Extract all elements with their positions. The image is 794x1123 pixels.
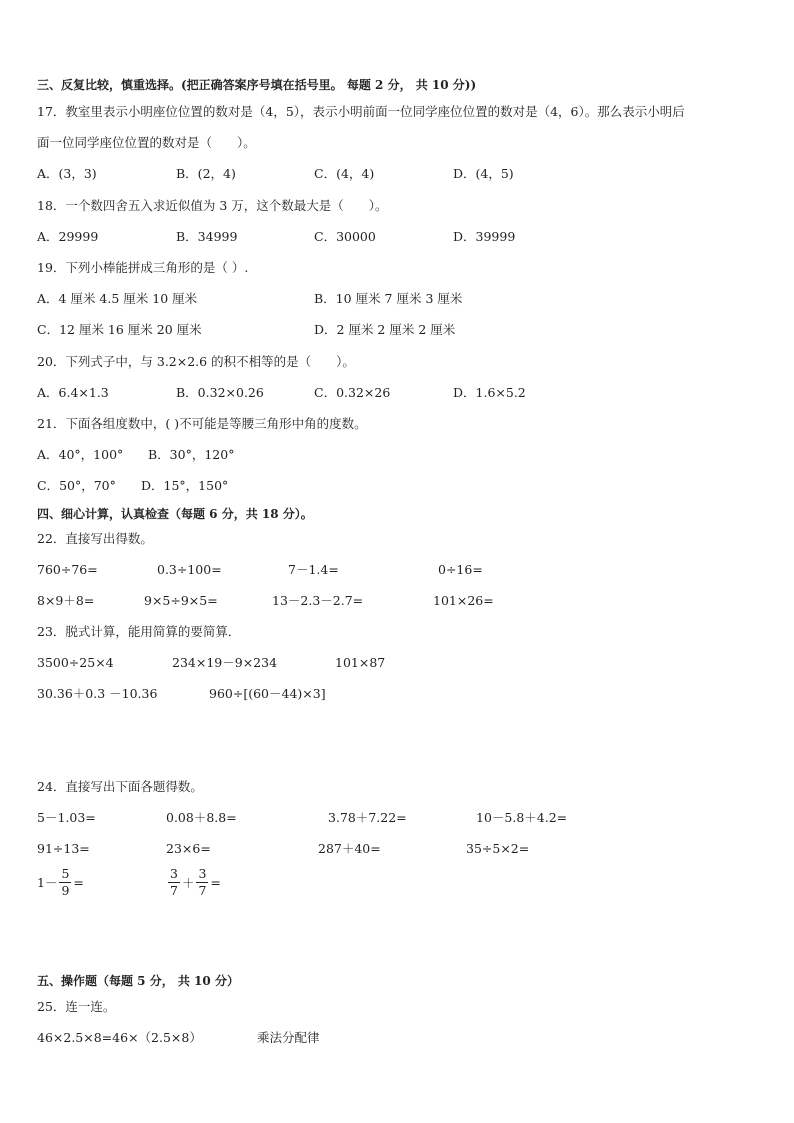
numerator: 3 — [198, 866, 207, 881]
q25-right-law: 乘法分配律 — [257, 1030, 320, 1045]
denominator: 7 — [198, 883, 207, 898]
denominator: 7 — [170, 883, 178, 898]
q22-stem: 22．直接写出得数。 — [37, 531, 153, 546]
q21-option-b: B．30°，120° — [148, 447, 235, 462]
section-4-title: 四、细心计算，认真检查（每题 6 分，共 18 分）。 — [37, 507, 313, 521]
equals-sign: = — [73, 875, 84, 890]
q21-stem: 21．下面各组度数中，( )不可能是等腰三角形中角的度数。 — [37, 416, 367, 431]
q24-fraction-item-2 — [166, 866, 221, 899]
q17-stem-line2: 面一位同学座位位置的数对是（ ）。 — [37, 135, 256, 150]
q24-item: 23×6= — [166, 841, 211, 856]
q25-stem: 25．连一连。 — [37, 999, 116, 1014]
q18-option-a: A．29999 — [37, 229, 99, 244]
q21-option-c: C．50°，70° — [37, 478, 116, 493]
q22-item: 101×26= — [433, 593, 494, 608]
q23-item: 960÷[(60－44)×3] — [209, 686, 326, 701]
q19-option-a: A．4 厘米 4.5 厘米 10 厘米 — [37, 291, 198, 306]
section-5-title: 五、操作题（每题 5 分， 共 10 分） — [37, 974, 239, 988]
q24-fraction-item-1 — [37, 866, 84, 899]
q20-option-b: B．0.32×0.26 — [176, 385, 264, 400]
q21-option-d: D．15°，150° — [141, 478, 229, 493]
q23-item: 30.36＋0.3 －10.36 — [37, 686, 158, 701]
q17-option-a: A．(3，3) — [37, 166, 97, 181]
q21-option-a: A．40°，100° — [37, 447, 124, 462]
q17-option-b: B．(2，4) — [176, 166, 236, 181]
q20-option-c: C．0.32×26 — [314, 385, 391, 400]
q23-item: 101×87 — [335, 655, 386, 670]
q24-item: 0.08＋8.8= — [166, 810, 237, 825]
operator: ＋ — [181, 875, 195, 891]
operator: － — [44, 875, 58, 891]
q24-item: 287＋40= — [318, 841, 381, 856]
fraction — [59, 866, 71, 899]
q20-option-a: A．6.4×1.3 — [37, 385, 109, 400]
q19-option-c: C．12 厘米 16 厘米 20 厘米 — [37, 322, 202, 337]
q24-item: 3.78＋7.22= — [328, 810, 407, 825]
q17-option-d: D．(4，5) — [453, 166, 514, 181]
q22-item: 7－1.4= — [288, 562, 339, 577]
q18-stem: 18．一个数四舍五入求近似值为 3 万，这个数最大是（ ）。 — [37, 198, 388, 213]
fraction — [168, 866, 180, 899]
whole-number: 1 — [37, 875, 45, 890]
q22-item: 0.3÷100= — [157, 562, 222, 577]
fraction — [196, 866, 208, 899]
q17-option-c: C．(4，4) — [314, 166, 375, 181]
equals-sign: = — [210, 875, 221, 890]
q23-stem: 23．脱式计算，能用简算的要简算． — [37, 624, 241, 639]
q19-option-d: D．2 厘米 2 厘米 2 厘米 — [314, 322, 456, 337]
section-3-title: 三、反复比较，慎重选择。(把正确答案序号填在括号里。 每题 2 分， 共 10 分)) — [37, 78, 477, 92]
q25-left-expression: 46×2.5×8=46×（2.5×8） — [37, 1030, 202, 1045]
q18-option-b: B．34999 — [176, 229, 238, 244]
q20-stem: 20．下列式子中，与 3.2×2.6 的积不相等的是（ ）。 — [37, 354, 355, 369]
denominator: 9 — [61, 883, 70, 898]
q22-item: 13－2.3－2.7= — [272, 593, 364, 608]
q24-item: 5－1.03= — [37, 810, 96, 825]
q24-item: 91÷13= — [37, 841, 90, 856]
q19-option-b: B．10 厘米 7 厘米 3 厘米 — [314, 291, 463, 306]
q22-item: 9×5÷9×5= — [144, 593, 218, 608]
q23-item: 234×19－9×234 — [172, 655, 278, 670]
numerator: 3 — [170, 866, 178, 881]
q20-option-d: D．1.6×5.2 — [453, 385, 526, 400]
q18-option-c: C．30000 — [314, 229, 376, 244]
q22-item: 8×9＋8= — [37, 593, 95, 608]
q24-item: 10－5.8＋4.2= — [476, 810, 568, 825]
q22-item: 760÷76= — [37, 562, 98, 577]
q24-item: 35÷5×2= — [466, 841, 530, 856]
q24-stem: 24．直接写出下面各题得数。 — [37, 779, 203, 794]
q17-stem-line1: 17．教室里表示小明座位位置的数对是（4，5），表示小明前面一位同学座位位置的数对是（4，6）。那么表示小明后 — [37, 104, 685, 119]
q19-stem: 19．下列小棒能拼成三角形的是（ ）. — [37, 260, 249, 275]
q22-item: 0÷16= — [438, 562, 483, 577]
numerator: 5 — [61, 866, 70, 881]
q18-option-d: D．39999 — [453, 229, 516, 244]
q23-item: 3500÷25×4 — [37, 655, 114, 670]
